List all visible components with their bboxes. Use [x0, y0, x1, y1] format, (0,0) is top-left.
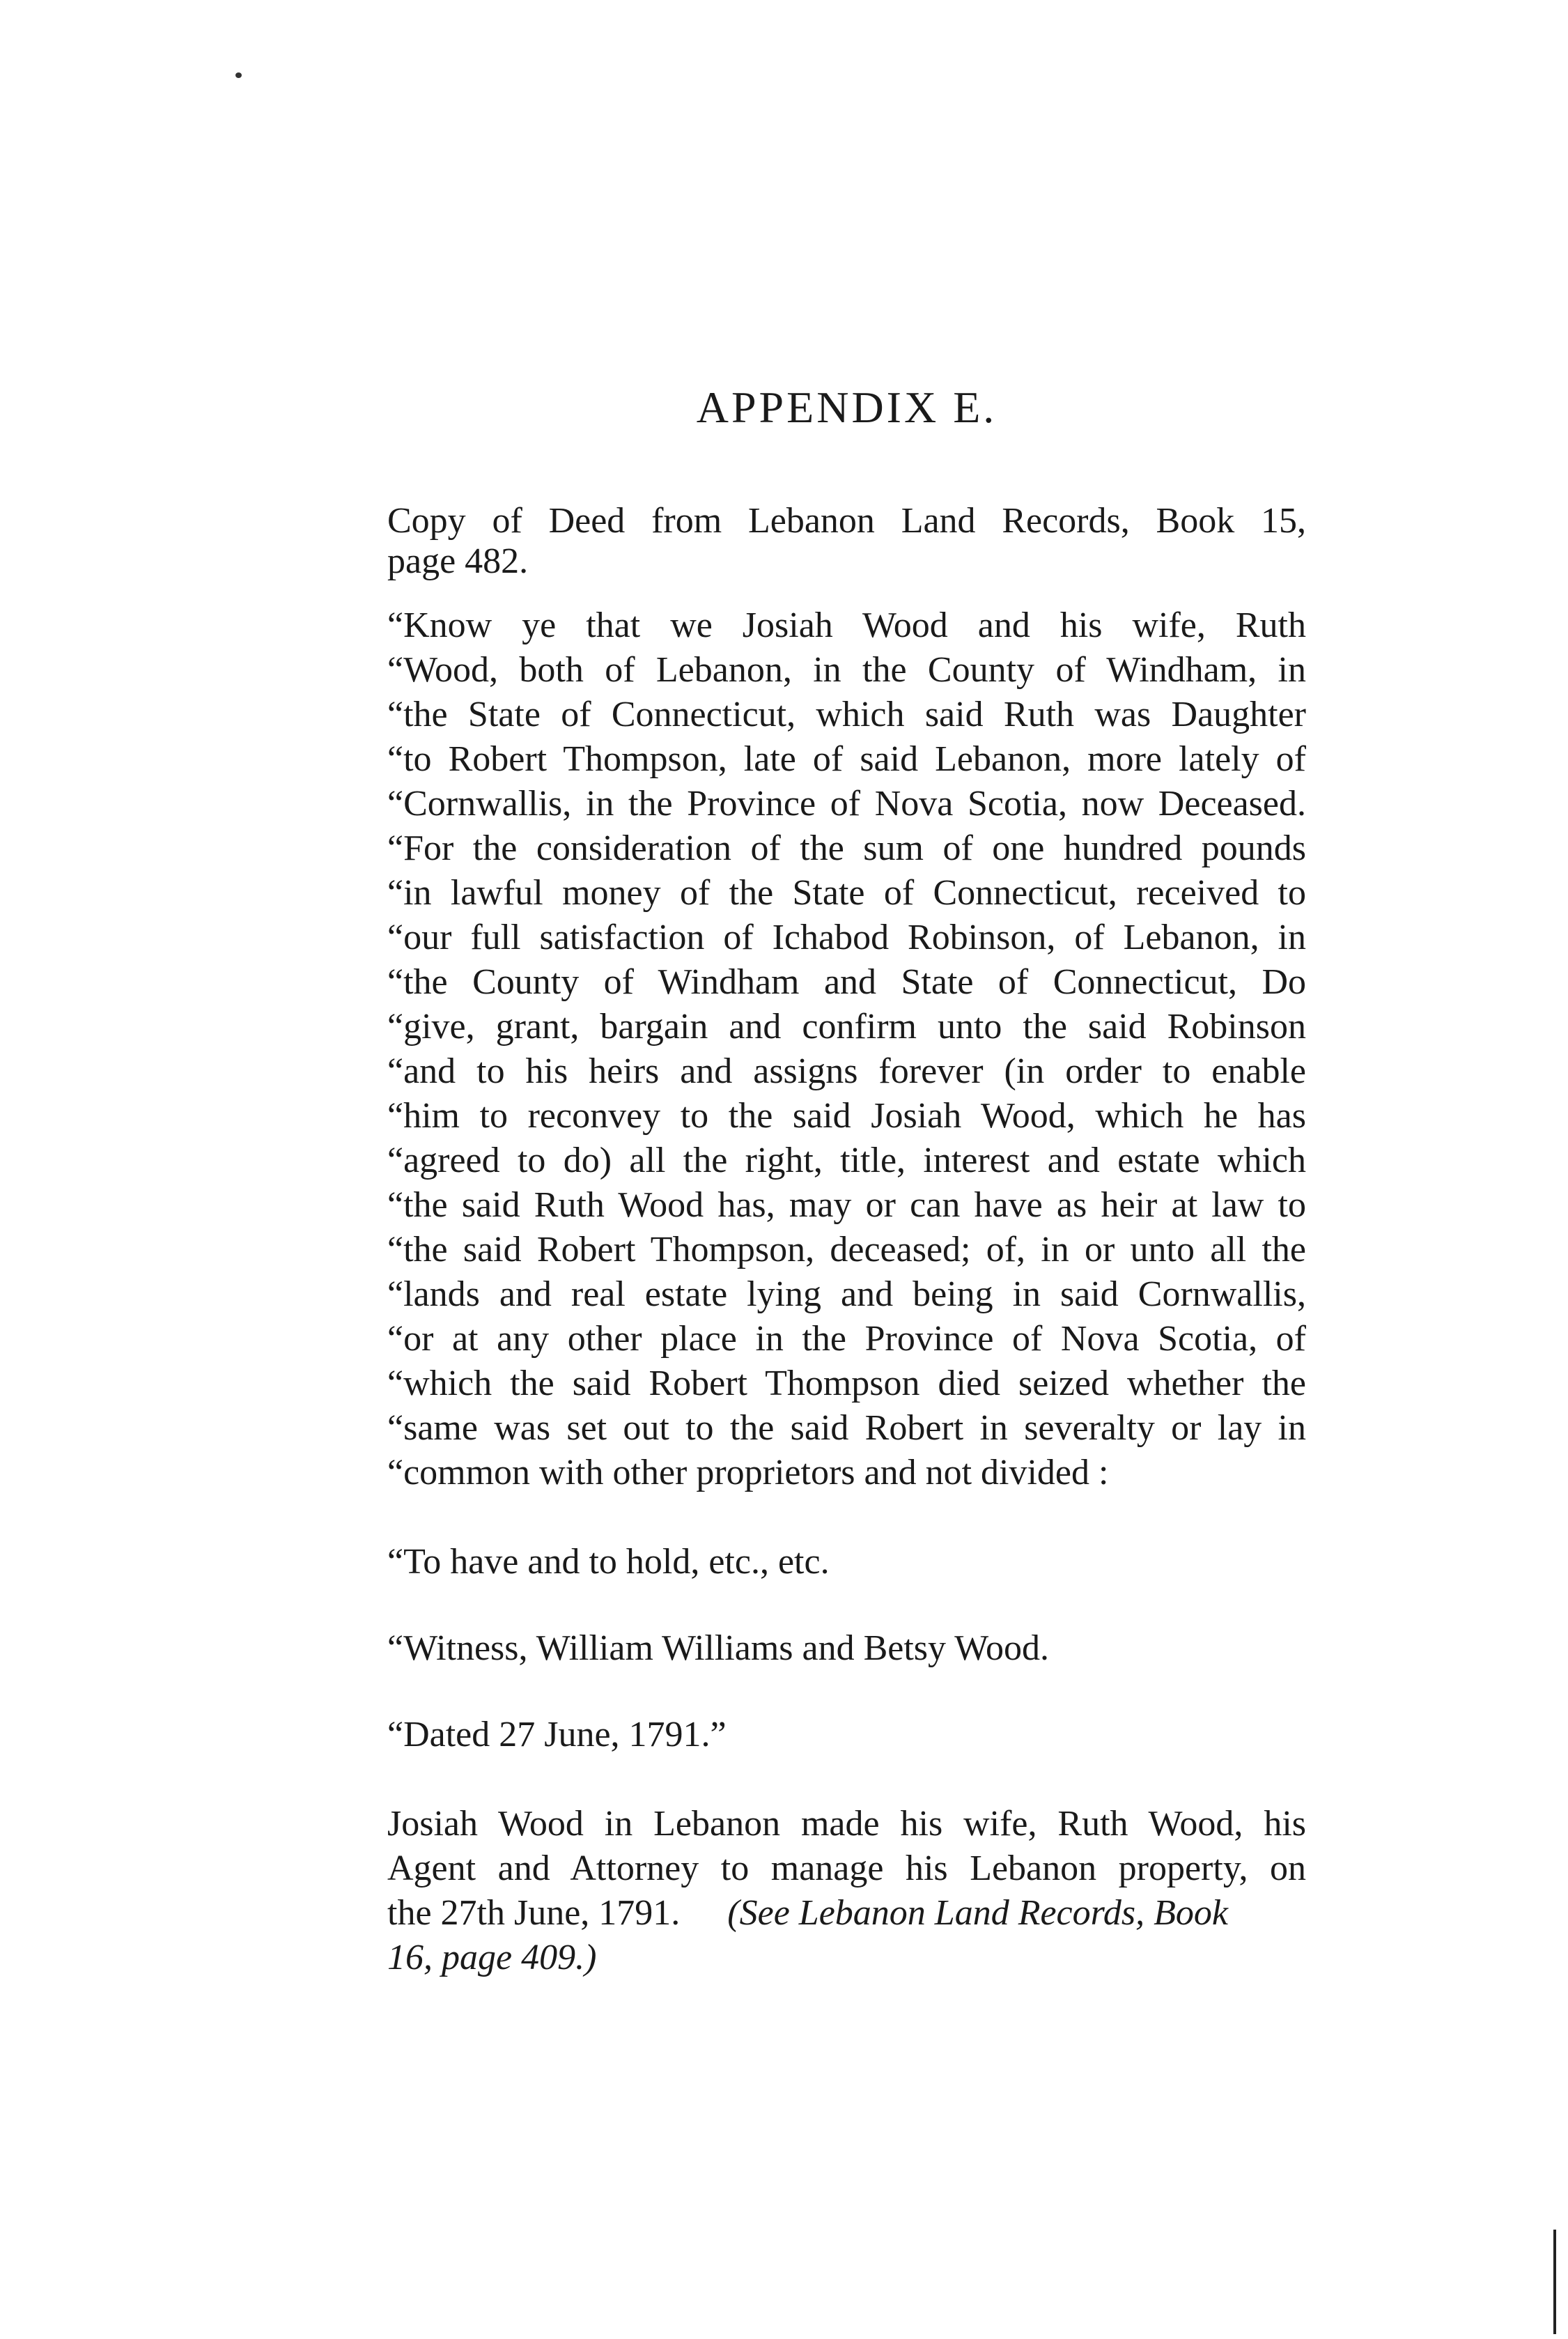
deed-line-20: “common with other proprietors and not divided :	[387, 1453, 1109, 1492]
habendum-clause: “To have and to hold, etc., etc.	[387, 1542, 830, 1582]
deed-line-17: “or at any other place in the Province of Nova Scotia, of	[387, 1319, 1306, 1359]
deed-line-10: “give, grant, bargain and confirm unto the said Robinson	[387, 1007, 1306, 1047]
deed-line-4: “to Robert Thompson, late of said Lebanon, more lately of	[387, 739, 1306, 779]
witness-clause: “Witness, William Williams and Betsy Wood.	[387, 1628, 1050, 1668]
intro-line-1: Copy of Deed from Lebanon Land Records, Book 15,	[387, 501, 1306, 541]
closing-line-1: Josiah Wood in Lebanon made his wife, Ruth Wood, his	[387, 1804, 1306, 1844]
deed-line-3: “the State of Connecticut, which said Ruth was Daughter	[387, 695, 1306, 734]
deed-line-18: “which the said Robert Thompson died seized whether the	[387, 1364, 1306, 1403]
closing-line-3	[387, 1892, 1306, 1933]
page-edge-mark	[1553, 2230, 1556, 2334]
deed-line-6: “For the consideration of the sum of one hundred pounds	[387, 828, 1306, 868]
closing-line-3-reference: (See Lebanon Land Records, Book	[727, 1893, 1229, 1933]
deed-line-19: “same was set out to the said Robert in severalty or lay in	[387, 1408, 1306, 1448]
dated-clause: “Dated 27 June, 1791.”	[387, 1715, 727, 1754]
intro-line-2: page 482.	[387, 541, 529, 581]
print-speck	[235, 72, 242, 78]
deed-line-9: “the County of Windham and State of Connecticut, Do	[387, 962, 1306, 1002]
closing-line-3-text: the 27th June, 1791.	[387, 1893, 681, 1933]
deed-line-15: “the said Robert Thompson, deceased; of, in or unto all the	[387, 1230, 1306, 1269]
deed-line-11: “and to his heirs and assigns forever (in order to enable	[387, 1051, 1306, 1091]
deed-line-12: “him to reconvey to the said Josiah Wood, which he has	[387, 1096, 1306, 1136]
closing-line-4-reference: 16, page 409.)	[387, 1938, 597, 1977]
deed-line-7: “in lawful money of the State of Connecticut, received to	[387, 873, 1306, 913]
deed-line-1: “Know ye that we Josiah Wood and his wife, Ruth	[387, 605, 1306, 645]
appendix-heading: APPENDIX E.	[696, 383, 998, 432]
deed-line-14: “the said Ruth Wood has, may or can have as heir at law to	[387, 1185, 1306, 1225]
deed-line-2: “Wood, both of Lebanon, in the County of Windham, in	[387, 650, 1306, 690]
closing-line-4	[387, 1937, 1306, 1978]
deed-line-8: “our full satisfaction of Ichabod Robinson, of Lebanon, in	[387, 918, 1306, 957]
closing-line-2: Agent and Attorney to manage his Lebanon property, on	[387, 1848, 1306, 1888]
deed-line-5: “Cornwallis, in the Province of Nova Scotia, now Deceased.	[387, 784, 1306, 824]
deed-line-16: “lands and real estate lying and being in said Cornwallis,	[387, 1274, 1306, 1314]
deed-line-13: “agreed to do) all the right, title, interest and estate which	[387, 1141, 1306, 1180]
